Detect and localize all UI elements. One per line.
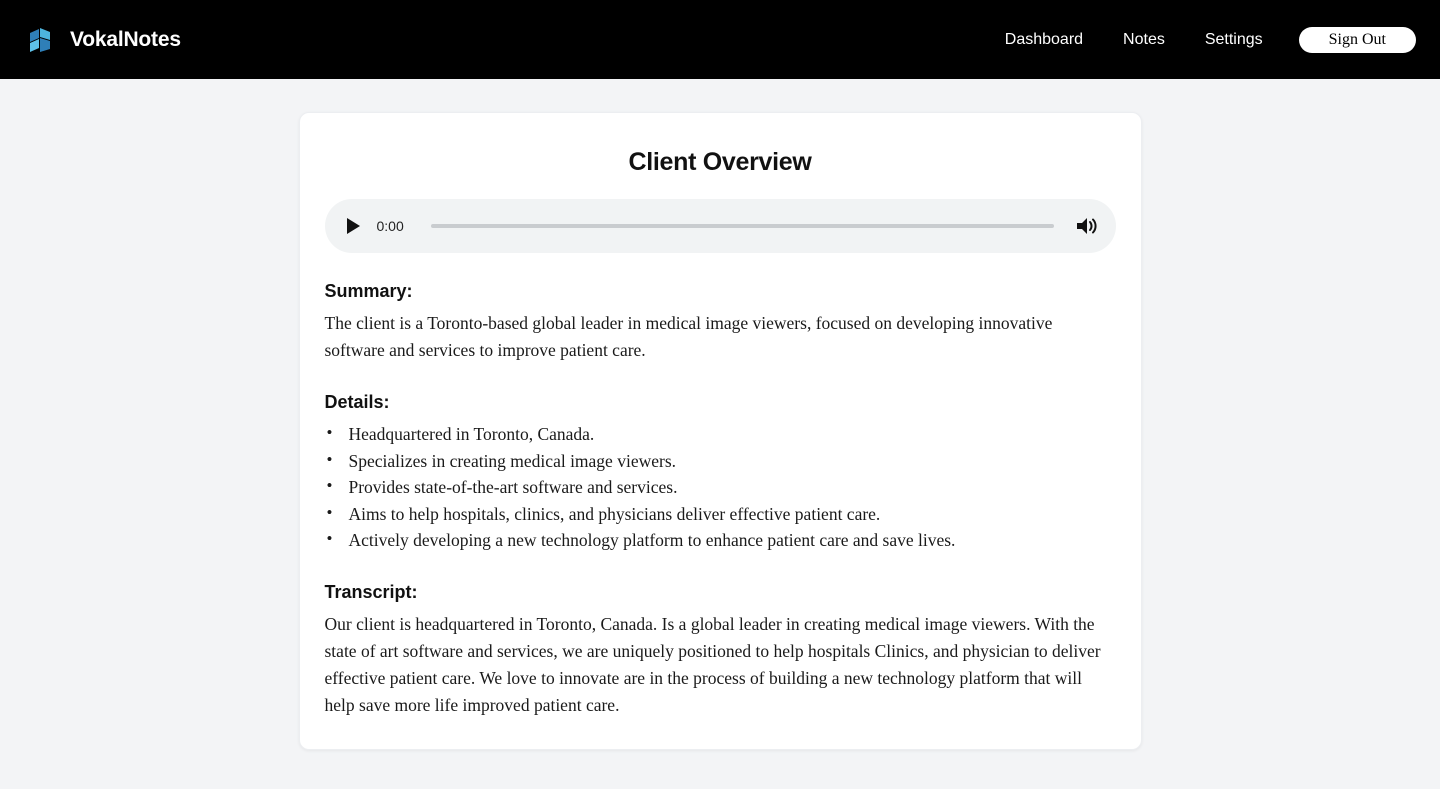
summary-heading: Summary: bbox=[324, 281, 413, 301]
nav-links bbox=[985, 25, 1416, 55]
list-item: • Aims to help hospitals, clinics, and physicians deliver effective patient care. bbox=[325, 501, 1116, 528]
nav-link-notes[interactable]: Notes bbox=[1123, 30, 1165, 48]
list-item: • Specializes in creating medical image viewers. bbox=[325, 448, 1116, 475]
play-icon[interactable] bbox=[343, 215, 365, 237]
transcript-heading: Transcript: bbox=[324, 581, 418, 602]
details-heading: Details: bbox=[324, 392, 390, 412]
brand-name: VokalNotes bbox=[70, 27, 181, 51]
page-title: Client Overview bbox=[628, 148, 812, 176]
top-navigation-bar bbox=[0, 0, 1440, 79]
vokalnotes-logo-icon bbox=[24, 24, 56, 56]
list-item: • Provides state-of-the-art software and services. bbox=[325, 474, 1116, 501]
nav-link-dashboard[interactable]: Dashboard bbox=[1004, 30, 1084, 48]
play-triangle bbox=[347, 218, 360, 234]
details-list bbox=[325, 421, 1116, 554]
audio-player bbox=[325, 199, 1116, 253]
brand[interactable] bbox=[24, 24, 181, 56]
page-content bbox=[0, 79, 1440, 750]
nav-link-settings[interactable]: Settings bbox=[1204, 30, 1263, 48]
transcript-text: Our client is headquartered in Toronto, Canada. Is a global leader in creating medical image viewers. With the state of art software and services, we are uniquely positioned to help hospitals Clinics, and physician to deliver effective patient care. We love to innovate are in the process of building a new technology platform that will help save more life improved patient care. bbox=[324, 613, 1101, 715]
summary-text: The client is a Toronto-based global leader in medical image viewers, focused on developing innovative software and services to improve patient care. bbox=[324, 313, 1053, 360]
audio-progress-track bbox=[431, 224, 1054, 228]
list-item: • Actively developing a new technology platform to enhance patient care and save lives. bbox=[325, 527, 1116, 554]
audio-progress-slider[interactable] bbox=[431, 219, 1054, 233]
volume-high-icon[interactable] bbox=[1074, 215, 1098, 237]
list-item: • Headquartered in Toronto, Canada. bbox=[325, 421, 1116, 448]
audio-current-time: 0:00 bbox=[376, 218, 404, 234]
sign-out-button[interactable]: Sign Out bbox=[1299, 27, 1416, 53]
client-overview-card bbox=[299, 112, 1142, 750]
